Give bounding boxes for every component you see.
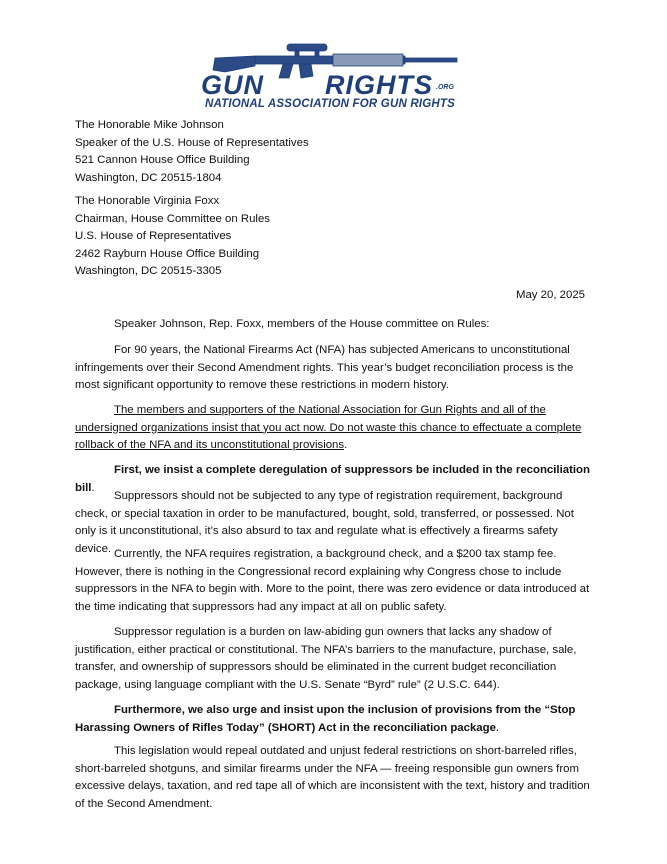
bold-statement: Furthermore, we also urge and insist upon the inclusion of provisions from the “Stop Harassing Owners of Rifles Today” (SHORT) Act in the reconciliation package <box>75 704 576 734</box>
barrel-shape <box>405 58 457 62</box>
paragraph-text <box>75 702 595 737</box>
paragraph-6 <box>75 624 595 694</box>
paragraph-7 <box>75 702 595 737</box>
address-line: The Honorable Mike Johnson <box>75 119 224 131</box>
address-line: U.S. House of Representatives <box>75 230 232 243</box>
scope-mount-2 <box>315 51 319 56</box>
address-line: The Honorable Virginia Foxx <box>75 195 220 207</box>
period: . <box>91 481 95 494</box>
paragraph-8 <box>75 743 595 813</box>
gun-rights-logo <box>195 38 465 112</box>
magazine-shape <box>299 64 313 78</box>
paragraph-text: Suppressor regulation is a burden on law-abiding gun owners that lacks any shadow of justification, either practical or constitutional. The NFA’s barriers to the manufacture, purchase, sale, transfer, and ownership of suppressors should be eliminated in the current budget reconciliation package, using language compliant with the U.S. Senate “Byrd” rule” (2 U.S.C. 644). <box>75 626 577 691</box>
address-line: Washington, DC 20515-1804 <box>75 171 222 184</box>
bold-statement: First, we insist a complete deregulation of suppressors be included in the reconciliation bill <box>75 464 590 494</box>
paragraph-2 <box>75 402 595 455</box>
address-line: 521 Cannon House Office Building <box>75 154 250 167</box>
address-line: Washington, DC 20515-3305 <box>75 265 222 278</box>
paragraph-text: Currently, the NFA requires registration, a background check, and a $200 tax stamp fee. However, there is nothing in the Congressional record explaining why Congress chose to include suppressors in the NFA to begin with. More to the point, there was zero evidence or data introduced at the time indicating that suppressors had any impact at all on public safety. <box>75 548 590 613</box>
address-line: Speaker of the U.S. House of Representatives <box>75 136 309 149</box>
logo-subtitle: NATIONAL ASSOCIATION FOR GUN RIGHTS <box>205 98 455 110</box>
grip-shape <box>279 64 293 78</box>
paragraph-text <box>75 402 595 455</box>
paragraph-text: For 90 years, the National Firearms Act (NFA) has subjected Americans to unconstitutional infringements over their Second Amendment rights. This year’s budget reconciliation process is the most significant opportunity to remove these restrictions in modern history. <box>75 344 574 392</box>
salutation: Speaker Johnson, Rep. Foxx, members of the House committee on Rules: <box>114 318 490 330</box>
address-line: Chairman, House Committee on Rules <box>75 212 270 225</box>
address-line: 2462 Rayburn House Office Building <box>75 247 260 260</box>
scope-shape <box>287 44 327 51</box>
scope-mount-1 <box>295 51 299 56</box>
paragraph-text: Suppressors should not be subjected to any type of registration requirement, background check, or special taxation in order to be manufactured, bought, sold, transferred, or possessed. Not only is it unconstitutional, it’s also absurd to tax and regulate what is effectively a firearms safety device. <box>75 490 574 555</box>
period: . <box>344 439 348 452</box>
letter-date: May 20, 2025 <box>515 289 585 301</box>
recipient-address-2 <box>75 193 270 281</box>
period: . <box>495 721 500 734</box>
paragraph-5 <box>75 546 595 616</box>
underlined-statement: The members and supporters of the National Association for Gun Rights and all of the undersigned organizations insist that you act now. Do not waste this chance to effectuate a complete rollback of the NFA and its unconstitutional provisions <box>75 404 582 452</box>
logo-org: .ORG <box>436 84 454 91</box>
recipient-address-1 <box>75 117 309 187</box>
logo-word-gun: GUN <box>201 70 264 100</box>
paragraph-text: This legislation would repeal outdated and unjust federal restrictions on short-barreled rifles, short-barreled shotguns, and similar firearms under the NFA — freeing responsible gun owners from excessive delays, taxation, and red tape all of which are inconsistent with the text, history and tradition of the Second Amendment. <box>75 745 590 810</box>
logo-word-rights: RIGHTS <box>325 70 434 100</box>
salutation-block <box>75 316 595 334</box>
paragraph-1 <box>75 342 595 395</box>
handguard-shape <box>333 54 403 66</box>
